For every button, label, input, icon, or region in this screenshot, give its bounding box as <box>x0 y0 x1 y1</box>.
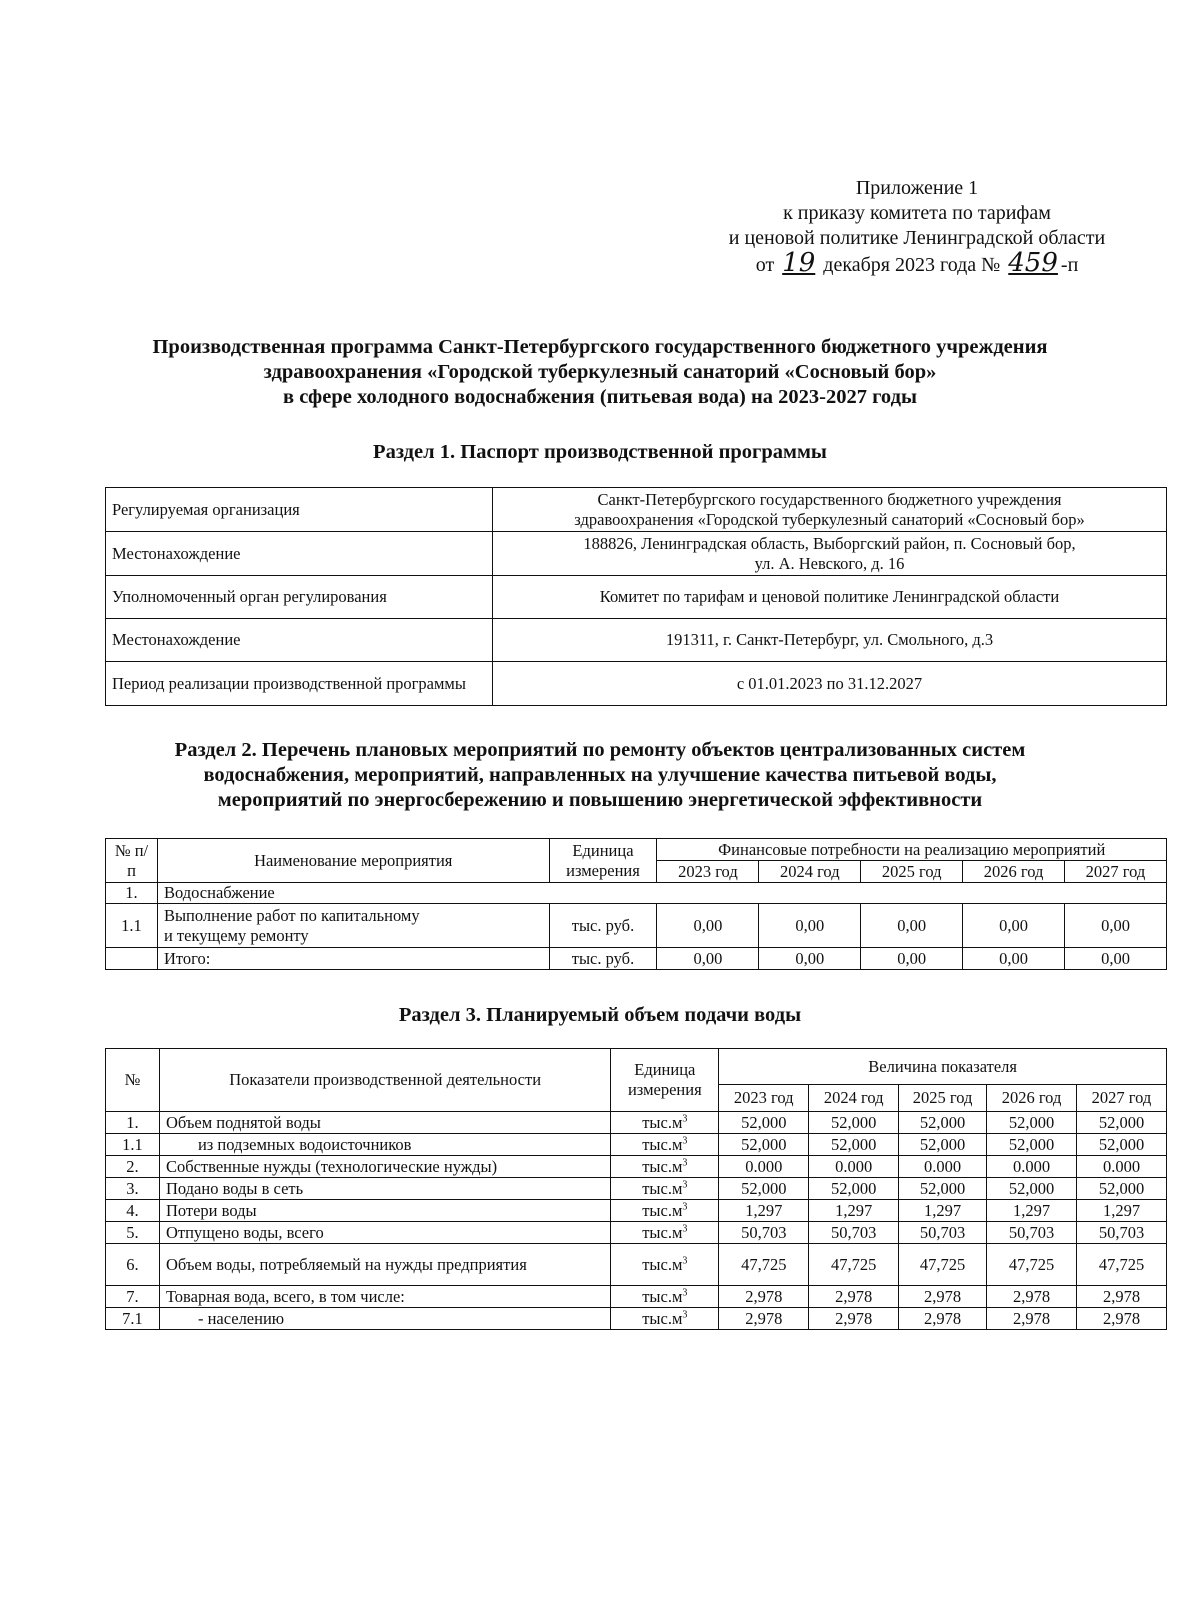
year-header: 2026 год <box>963 861 1065 883</box>
section1-title: Раздел 1. Паспорт производственной программы <box>373 441 827 463</box>
row-name-line: Выполнение работ по капитальному <box>163 905 420 925</box>
main-title-line3: в сфере холодного водоснабжения (питьевая вода) на 2023-2027 годы <box>283 386 917 408</box>
total-value: 0,00 <box>1065 948 1167 970</box>
measures-row <box>106 904 1167 948</box>
volume-row-value: 52,000 <box>809 1134 899 1156</box>
volume-row-unit <box>611 1286 719 1308</box>
measures-table <box>105 838 1167 970</box>
year-header: 2024 год <box>809 1085 899 1112</box>
volume-row-name: Собственные нужды (технологические нужды) <box>159 1156 610 1178</box>
volume-row-value: 1,297 <box>719 1200 809 1222</box>
volume-row-value: 2,978 <box>899 1286 987 1308</box>
volume-row-value: 52,000 <box>987 1134 1077 1156</box>
volume-row-value: 52,000 <box>809 1112 899 1134</box>
row-num: 1.1 <box>106 904 158 948</box>
volume-row-unit <box>611 1134 719 1156</box>
volume-row-name: Подано воды в сеть <box>159 1178 610 1200</box>
section2-title-line2: водоснабжения, мероприятий, направленных на улучшение качества питьевой воды, <box>203 764 997 786</box>
total-value: 0,00 <box>861 948 963 970</box>
passport-value <box>493 488 1167 532</box>
passport-value <box>493 532 1167 576</box>
appendix-line2: к приказу комитета по тарифам <box>783 202 1051 224</box>
total-value: 0,00 <box>963 948 1065 970</box>
total-value: 0,00 <box>759 948 861 970</box>
unit-base: тыс.м <box>642 1254 683 1274</box>
passport-value-line: здравоохранения «Городской туберкулезный санаторий «Сосновый бор» <box>574 509 1085 529</box>
order-number: 459 <box>1008 248 1058 278</box>
passport-table <box>105 487 1167 706</box>
section2-title-line3: мероприятий по энергосбережению и повышению энергетической эффективности <box>217 789 983 811</box>
volume-row-value: 47,725 <box>1077 1244 1167 1286</box>
volume-row-value: 52,000 <box>987 1178 1077 1200</box>
row-value: 0,00 <box>759 904 861 948</box>
volume-row-name: из подземных водоисточников <box>159 1134 610 1156</box>
volume-row-num: 3. <box>106 1178 160 1200</box>
volume-row-value: 50,703 <box>719 1222 809 1244</box>
volume-row-value: 52,000 <box>719 1112 809 1134</box>
measures-name-header: Наименование мероприятия <box>157 839 549 883</box>
volume-row-num: 2. <box>106 1156 160 1178</box>
main-title-line2: здравоохранения «Городской туберкулезный санаторий «Сосновый бор» <box>263 361 937 383</box>
volume-row-num: 7. <box>106 1286 160 1308</box>
year-header: 2027 год <box>1077 1085 1167 1112</box>
passport-label: Местонахождение <box>106 619 493 662</box>
passport-label: Местонахождение <box>106 532 493 576</box>
volume-row-name: Объем поднятой воды <box>159 1112 610 1134</box>
volume-row-num: 1.1 <box>106 1134 160 1156</box>
volume-row-value: 52,000 <box>719 1134 809 1156</box>
volume-row-unit <box>611 1308 719 1330</box>
unit-base: тыс.м <box>642 1308 683 1328</box>
volume-row-num: 4. <box>106 1200 160 1222</box>
volume-row-value: 1,297 <box>1077 1200 1167 1222</box>
appendix-line3: и ценовой политике Ленинградской области <box>728 227 1106 249</box>
main-title-line1: Производственная программа Санкт-Петербургского государственного бюджетного учреждения <box>152 336 1048 358</box>
volume-row-value: 2,978 <box>809 1308 899 1330</box>
volume-row <box>106 1308 1167 1330</box>
volume-body <box>106 1112 1167 1330</box>
unit-superscript: 3 <box>682 1223 688 1234</box>
row-name <box>157 904 549 948</box>
volume-row-value: 52,000 <box>1077 1178 1167 1200</box>
passport-value-line: Санкт-Петербургского государственного бюджетного учреждения <box>597 489 1062 509</box>
volume-row-unit <box>611 1222 719 1244</box>
volume-row <box>106 1112 1167 1134</box>
main-title <box>60 335 1140 410</box>
volume-row-value: 1,297 <box>899 1200 987 1222</box>
passport-label: Уполномоченный орган регулирования <box>106 576 493 619</box>
unit-base: тыс.м <box>642 1178 683 1198</box>
volume-row-unit <box>611 1178 719 1200</box>
date-prefix: от <box>755 254 775 276</box>
passport-row <box>106 488 1167 532</box>
passport-value: Комитет по тарифам и ценовой политике Ленинградской области <box>493 576 1167 619</box>
unit-base: тыс.м <box>642 1134 683 1154</box>
volume-unit-header: Единица измерения <box>611 1049 719 1112</box>
unit-superscript: 3 <box>682 1255 688 1266</box>
section3-title: Раздел 3. Планируемый объем подачи воды <box>398 1004 802 1026</box>
unit-superscript: 3 <box>682 1179 688 1190</box>
total-unit: тыс. руб. <box>549 948 657 970</box>
year-header: 2024 год <box>759 861 861 883</box>
measures-num-header: № п/п <box>106 839 158 883</box>
measures-fin-header: Финансовые потребности на реализацию мероприятий <box>657 839 1167 861</box>
volume-row-value: 2,978 <box>987 1286 1077 1308</box>
unit-superscript: 3 <box>682 1201 688 1212</box>
volume-row-value: 50,703 <box>1077 1222 1167 1244</box>
passport-value: 191311, г. Санкт-Петербург, ул. Смольного, д.3 <box>493 619 1167 662</box>
volume-row-num: 1. <box>106 1112 160 1134</box>
section2-title-line1: Раздел 2. Перечень плановых мероприятий по ремонту объектов централизованных систем <box>174 739 1026 761</box>
row-value: 0,00 <box>1065 904 1167 948</box>
volume-row-value: 2,978 <box>1077 1286 1167 1308</box>
order-suffix: -п <box>1060 254 1079 276</box>
volume-row-value: 2,978 <box>809 1286 899 1308</box>
total-num <box>106 948 158 970</box>
volume-row <box>106 1222 1167 1244</box>
date-mid: декабря 2023 года № <box>823 254 1001 276</box>
volume-row-value: 0.000 <box>899 1156 987 1178</box>
appendix-line1: Приложение 1 <box>855 177 979 199</box>
volume-row-unit <box>611 1200 719 1222</box>
row-name-line: и текущему ремонту <box>163 925 309 945</box>
passport-row <box>106 532 1167 576</box>
measures-total-row <box>106 948 1167 970</box>
volume-row-value: 52,000 <box>809 1178 899 1200</box>
volume-row-value: 0.000 <box>809 1156 899 1178</box>
volume-header-row <box>106 1049 1167 1085</box>
volume-row-name: Отпущено воды, всего <box>159 1222 610 1244</box>
total-name: Итого: <box>157 948 549 970</box>
volume-row-value: 52,000 <box>1077 1134 1167 1156</box>
volume-row-value: 1,297 <box>987 1200 1077 1222</box>
passport-value-line: 188826, Ленинградская область, Выборгский район, п. Сосновый бор, <box>583 533 1076 553</box>
passport-row <box>106 619 1167 662</box>
volume-value-header: Величина показателя <box>719 1049 1167 1085</box>
passport-value: с 01.01.2023 по 31.12.2027 <box>493 662 1167 706</box>
measures-unit-header: Единица измерения <box>549 839 657 883</box>
row-unit: тыс. руб. <box>549 904 657 948</box>
volume-row-value: 47,725 <box>899 1244 987 1286</box>
volume-row-value: 50,703 <box>809 1222 899 1244</box>
year-header: 2023 год <box>657 861 759 883</box>
volume-row-value: 0.000 <box>1077 1156 1167 1178</box>
passport-value-line: ул. А. Невского, д. 16 <box>754 553 905 573</box>
volume-row-num: 7.1 <box>106 1308 160 1330</box>
section2-title <box>60 738 1140 813</box>
volume-row <box>106 1200 1167 1222</box>
volume-row-value: 52,000 <box>899 1112 987 1134</box>
volume-row-value: 52,000 <box>899 1134 987 1156</box>
unit-superscript: 3 <box>682 1287 688 1298</box>
volume-num-header: № <box>106 1049 160 1112</box>
year-header: 2023 год <box>719 1085 809 1112</box>
unit-base: тыс.м <box>642 1200 683 1220</box>
volume-row-value: 52,000 <box>899 1178 987 1200</box>
volume-row-unit <box>611 1244 719 1286</box>
date-day: 19 <box>782 248 816 278</box>
measures-group-row <box>106 883 1167 904</box>
volume-row-value: 52,000 <box>987 1112 1077 1134</box>
volume-row <box>106 1134 1167 1156</box>
volume-row-value: 2,978 <box>1077 1308 1167 1330</box>
volume-row <box>106 1244 1167 1286</box>
unit-base: тыс.м <box>642 1156 683 1176</box>
unit-superscript: 3 <box>682 1157 688 1168</box>
volume-row-value: 2,978 <box>899 1308 987 1330</box>
volume-row-value: 52,000 <box>1077 1112 1167 1134</box>
unit-base: тыс.м <box>642 1222 683 1242</box>
volume-row-value: 2,978 <box>719 1308 809 1330</box>
volume-row-value: 2,978 <box>987 1308 1077 1330</box>
volume-row <box>106 1156 1167 1178</box>
year-header: 2026 год <box>987 1085 1077 1112</box>
volume-row-value: 50,703 <box>987 1222 1077 1244</box>
row-value: 0,00 <box>861 904 963 948</box>
volume-row-value: 0.000 <box>719 1156 809 1178</box>
passport-row <box>106 576 1167 619</box>
year-header: 2025 год <box>861 861 963 883</box>
volume-row-unit <box>611 1156 719 1178</box>
volume-row-value: 47,725 <box>809 1244 899 1286</box>
volume-row-name: Объем воды, потребляемый на нужды предприятия <box>159 1244 610 1286</box>
appendix-date-line <box>682 248 1152 278</box>
total-value: 0,00 <box>657 948 759 970</box>
appendix-block <box>682 176 1152 278</box>
volume-row <box>106 1178 1167 1200</box>
volume-row-value: 47,725 <box>987 1244 1077 1286</box>
unit-superscript: 3 <box>682 1309 688 1320</box>
unit-base: тыс.м <box>642 1286 683 1306</box>
volume-row-num: 6. <box>106 1244 160 1286</box>
volume-row-value: 0.000 <box>987 1156 1077 1178</box>
volume-row-num: 5. <box>106 1222 160 1244</box>
volume-row-name: Товарная вода, всего, в том числе: <box>159 1286 610 1308</box>
volume-name-header: Показатели производственной деятельности <box>159 1049 610 1112</box>
unit-superscript: 3 <box>682 1135 688 1146</box>
volume-row-name: - населению <box>159 1308 610 1330</box>
volume-row-unit <box>611 1112 719 1134</box>
group-name: Водоснабжение <box>157 883 1166 904</box>
passport-row <box>106 662 1167 706</box>
volume-row-value: 52,000 <box>719 1178 809 1200</box>
row-value: 0,00 <box>963 904 1065 948</box>
volume-row-value: 2,978 <box>719 1286 809 1308</box>
passport-label: Регулируемая организация <box>106 488 493 532</box>
group-num: 1. <box>106 883 158 904</box>
volume-row-value: 50,703 <box>899 1222 987 1244</box>
measures-header-row <box>106 839 1167 861</box>
unit-base: тыс.м <box>642 1112 683 1132</box>
volume-row <box>106 1286 1167 1308</box>
water-volume-table <box>105 1048 1167 1330</box>
year-header: 2025 год <box>899 1085 987 1112</box>
volume-row-name: Потери воды <box>159 1200 610 1222</box>
unit-superscript: 3 <box>682 1113 688 1124</box>
volume-row-value: 47,725 <box>719 1244 809 1286</box>
volume-row-value: 1,297 <box>809 1200 899 1222</box>
passport-label: Период реализации производственной программы <box>106 662 493 706</box>
row-value: 0,00 <box>657 904 759 948</box>
year-header: 2027 год <box>1065 861 1167 883</box>
